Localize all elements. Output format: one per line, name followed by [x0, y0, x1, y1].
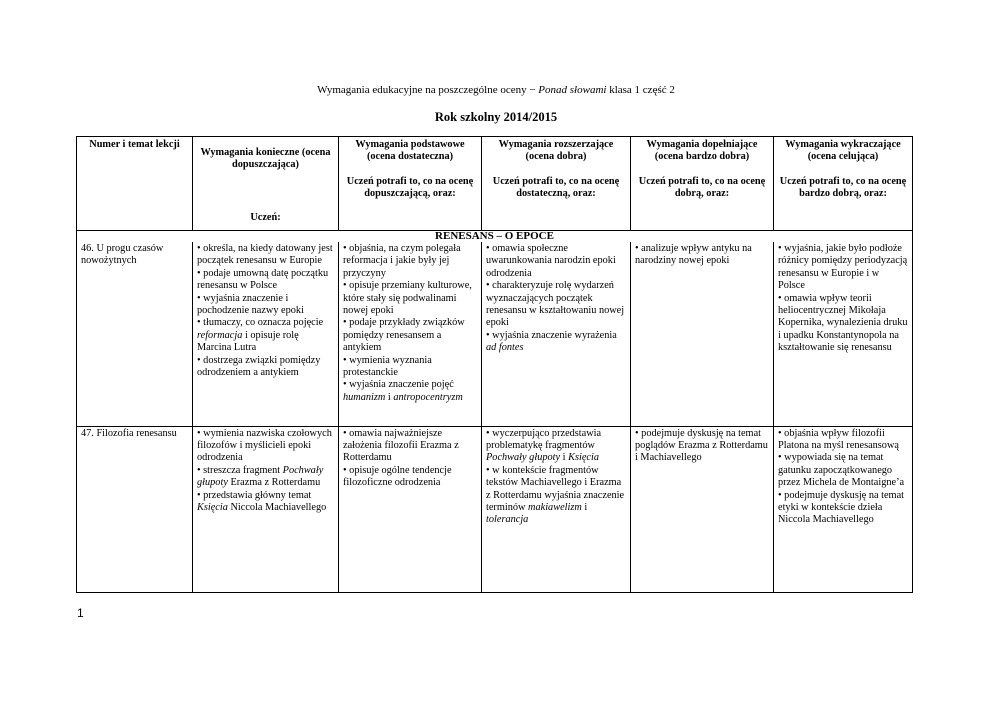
extended-cell: • omawia społeczne uwarunkowania narodzin epoki odrodzenia • charakteryzuje rolę wydarzeń wyznaczających początek renesansu w kształtowaniu nowej epoki • wyjaśnia znaczenie wyrażenia ad fontes — [482, 242, 631, 426]
exceeding-cell: • wyjaśnia, jakie było podłoże różnicy pomiędzy periodyzacją renesansu w Europie i w Polsce • omawia wpływ teorii heliocentrycznej Mikołaja Kopernika, wynalezienia druku i upadku Konstantynopola na kształtowanie się renesansu — [774, 242, 913, 426]
section-title: RENESANS – O EPOCE — [77, 231, 913, 243]
complementary-cell: • analizuje wpływ antyku na narodziny nowej epoki — [631, 242, 774, 426]
header-complementary: Wymagania dopełniające (ocena bardzo dobra) Uczeń potrafi to, co na ocenę dobrą, oraz: — [631, 137, 774, 231]
lesson-cell: 46. U progu czasów nowożytnych — [77, 242, 193, 426]
lesson-cell: 47. Filozofia renesansu — [77, 426, 193, 592]
header-exceeding: Wymagania wykraczające (ocena celująca) Uczeń potrafi to, co na ocenę bardzo dobrą, oraz: — [774, 137, 913, 231]
basic-cell: • objaśnia, na czym polegała reformacja i jakie były jej przyczyny • opisuje przemiany kulturowe, które stały się podwalinami nowej epoki • podaje przykłady związków pomiędzy renesansem a antykiem • wymienia wyznania protestanckie • wyjaśnia znaczenie pojęć humanizm i antropocentryzm — [339, 242, 482, 426]
header-lesson: Numer i temat lekcji — [77, 137, 193, 231]
required-cell: • określa, na kiedy datowany jest początek renesansu w Europie • podaje umowną datę początku renesansu w Polsce • wyjaśnia znaczenie i pochodzenie nazwy epoki • tłumaczy, co oznacza pojęcie reformacja i opisuje rolę Marcina Lutra • dostrzega związki pomiędzy odrodzeniem a antykiem — [193, 242, 339, 426]
complementary-cell: • podejmuje dyskusję na temat poglądów Erazma z Rotterdamu i Machiavellego — [631, 426, 774, 592]
requirements-table — [76, 136, 913, 593]
header-extended: Wymagania rozszerzające (ocena dobra) Uczeń potrafi to, co na ocenę dostateczną, oraz: — [482, 137, 631, 231]
table-row — [77, 242, 913, 426]
section-row — [77, 231, 913, 243]
basic-cell: • omawia najważniejsze założenia filozofii Erazma z Rotterdamu • opisuje ogólne tendencje filozoficzne odrodzenia — [339, 426, 482, 592]
header-required: Wymagania konieczne (ocena dopuszczająca) Uczeń: — [193, 137, 339, 231]
table-header-row — [77, 137, 913, 231]
school-year: Rok szkolny 2014/2015 — [434, 110, 558, 124]
document-title: Wymagania edukacyjne na poszczególne oceny − Ponad słowami klasa 1 część 2 — [317, 84, 675, 96]
header-basic: Wymagania podstawowe (ocena dostateczna) Uczeń potrafi to, co na ocenę dopuszczającą, oraz: — [339, 137, 482, 231]
required-cell: • wymienia nazwiska czołowych filozofów i myślicieli epoki odrodzenia • streszcza fragment Pochwały głupoty Erazma z Rotterdamu • przedstawia główny temat Księcia Niccola Machiavellego — [193, 426, 339, 592]
exceeding-cell: • objaśnia wpływ filozofii Platona na myśl renesansową • wypowiada się na temat gatunku zapoczątkowanego przez Michela de Montaigne’a • podejmuje dyskusję na temat etyki w kontekście dzieła Niccola Machiavellego — [774, 426, 913, 592]
extended-cell: • wyczerpująco przedstawia problematykę fragmentów Pochwały głupoty i Księcia • w kontekście fragmentów tekstów Machiavellego i Erazma z Rotterdamu wyjaśnia znaczenie terminów makiawelizm i tolerancja — [482, 426, 631, 592]
page-number: 1 — [77, 606, 84, 620]
table-row — [77, 426, 913, 592]
